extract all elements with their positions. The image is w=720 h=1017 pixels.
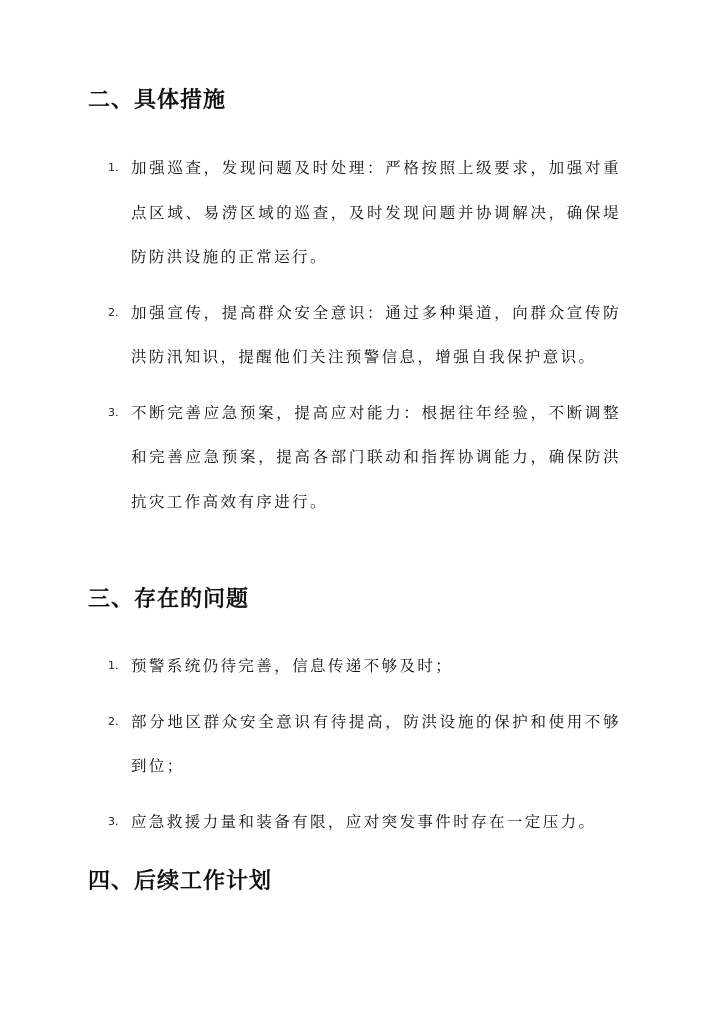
list-item-number: 3.: [108, 814, 119, 828]
list-item-text: 预警系统仍待完善，信息传递不够及时；: [131, 657, 454, 675]
list-item: [0, 391, 621, 525]
list-item-number: 3.: [108, 405, 119, 419]
list-item: [0, 146, 621, 280]
list-item-text: 不断完善应急预案，提高应对能力：根据往年经验，不断调整和完善应急预案，提高各部门联动和指挥协调能力，确保防洪抗灾工作高效有序进行。: [131, 403, 621, 511]
list-item: [0, 700, 621, 789]
section-heading-measures: 二、具体措施: [88, 88, 227, 113]
list-item-number: 2.: [108, 714, 119, 728]
list-item-text: 应急救援力量和装备有限，应对突发事件时存在一定压力。: [131, 812, 597, 831]
measures-list: [0, 146, 720, 524]
list-item: [0, 644, 621, 689]
section-heading-plan: 四、后续工作计划: [88, 869, 273, 894]
list-item: [0, 291, 621, 380]
list-item-number: 2.: [108, 305, 119, 319]
list-item-text: 部分地区群众安全意识有待提高，防洪设施的保护和使用不够到位；: [131, 712, 621, 775]
problems-list: [0, 644, 720, 844]
list-item-text: 加强宣传，提高群众安全意识：通过多种渠道，向群众宣传防洪防汛知识，提醒他们关注预警信息，增强自我保护意识。: [131, 303, 621, 366]
list-item-text: 加强巡查，发现问题及时处理：严格按照上级要求，加强对重点区域、易涝区域的巡查，及时发现问题并协调解决，确保堤防防洪设施的正常运行。: [131, 159, 621, 266]
list-item-number: 1.: [108, 161, 119, 174]
list-item: [0, 800, 621, 845]
list-item-number: 1.: [108, 659, 119, 672]
section-heading-problems: 三、存在的问题: [88, 587, 250, 612]
